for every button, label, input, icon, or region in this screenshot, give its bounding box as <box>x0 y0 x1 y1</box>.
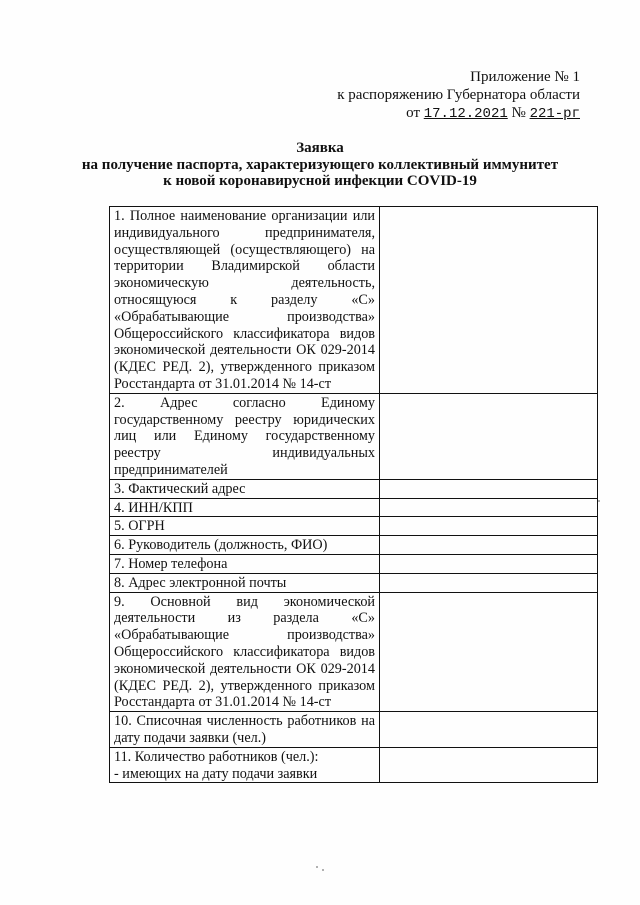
field-email[interactable] <box>380 573 598 592</box>
appendix-number: Приложение № 1 <box>470 69 580 85</box>
table-row <box>110 573 598 592</box>
row-label-headcount: 10. Списочная численность работников на дату подачи заявки (чел.) <box>110 712 380 748</box>
date-prefix: от <box>406 105 424 121</box>
scan-speck <box>598 500 600 502</box>
scan-speck <box>316 866 318 868</box>
table-row <box>110 712 598 748</box>
field-registry-address[interactable] <box>380 393 598 479</box>
field-main-activity[interactable] <box>380 592 598 712</box>
title-line-2: на получение паспорта, характеризующего коллективный иммунитет <box>81 156 559 173</box>
appendix-header <box>337 68 580 123</box>
table-row <box>110 517 598 536</box>
table-row <box>110 536 598 555</box>
title-line-3: к новой коронавирусной инфекции COVID-19 <box>163 173 477 189</box>
row-label-phone: 7. Номер телефона <box>110 554 380 573</box>
row-label-main-activity: 9. Основной вид экономической деятельности из раздела «С» «Обрабатывающие производства» Общероссийского классификатора видов экономической деятельности ОК 029-2014 (КДЕС РЕД. 2), утвержденного приказом Росстандарта от 31.01.2014 № 14-ст <box>110 592 380 712</box>
scan-speck <box>322 869 324 871</box>
table-row <box>110 747 598 783</box>
workers-count-heading: 11. Количество работников (чел.): <box>114 748 319 765</box>
order-number: 221-рг <box>529 106 580 122</box>
order-date: 17.12.2021 <box>423 106 508 122</box>
field-inn-kpp[interactable] <box>380 498 598 517</box>
field-workers-count[interactable] <box>380 747 598 783</box>
field-ogrn[interactable] <box>380 517 598 536</box>
row-label-email: 8. Адрес электронной почты <box>110 573 380 592</box>
table-row <box>110 554 598 573</box>
row-label-organization-name: 1. Полное наименование организации или индивидуального предпринимателя, осуществляющей (осуществляющего) на территории Владимирской области экономическую деятельность, относящуюся к разделу «С» «Обрабатывающие производства» Общероссийского классификатора видов экономической деятельности ОК 029-2014 (КДЕС РЕД. 2), утвержденного приказом Росстандарта от 31.01.2014 № 14-ст <box>110 207 380 394</box>
row-label-actual-address: 3. Фактический адрес <box>110 479 380 498</box>
field-director[interactable] <box>380 536 598 555</box>
row-label-registry-address: 2. Адрес согласно Единому государственному реестру юридических лиц или Единому государственному реестру индивидуальных предпринимателей <box>110 393 380 479</box>
number-prefix: № <box>507 105 530 121</box>
appendix-date-line <box>337 104 580 123</box>
table-row <box>110 393 598 479</box>
table-row <box>110 479 598 498</box>
field-organization-name[interactable] <box>380 207 598 394</box>
workers-count-subitem: - имеющих на дату подачи заявки <box>114 765 318 782</box>
row-label-ogrn: 5. ОГРН <box>110 517 380 536</box>
document-title <box>0 140 640 190</box>
title-line-1: Заявка <box>296 140 344 156</box>
appendix-order-ref: к распоряжению Губернатора области <box>337 87 580 103</box>
row-label-director: 6. Руководитель (должность, ФИО) <box>110 536 380 555</box>
table-row <box>110 207 598 394</box>
table-row <box>110 498 598 517</box>
row-label-workers-count <box>110 747 380 783</box>
row-label-inn-kpp: 4. ИНН/КПП <box>110 498 380 517</box>
field-headcount[interactable] <box>380 712 598 748</box>
field-phone[interactable] <box>380 554 598 573</box>
table-row <box>110 592 598 712</box>
application-form-table <box>109 206 598 783</box>
field-actual-address[interactable] <box>380 479 598 498</box>
